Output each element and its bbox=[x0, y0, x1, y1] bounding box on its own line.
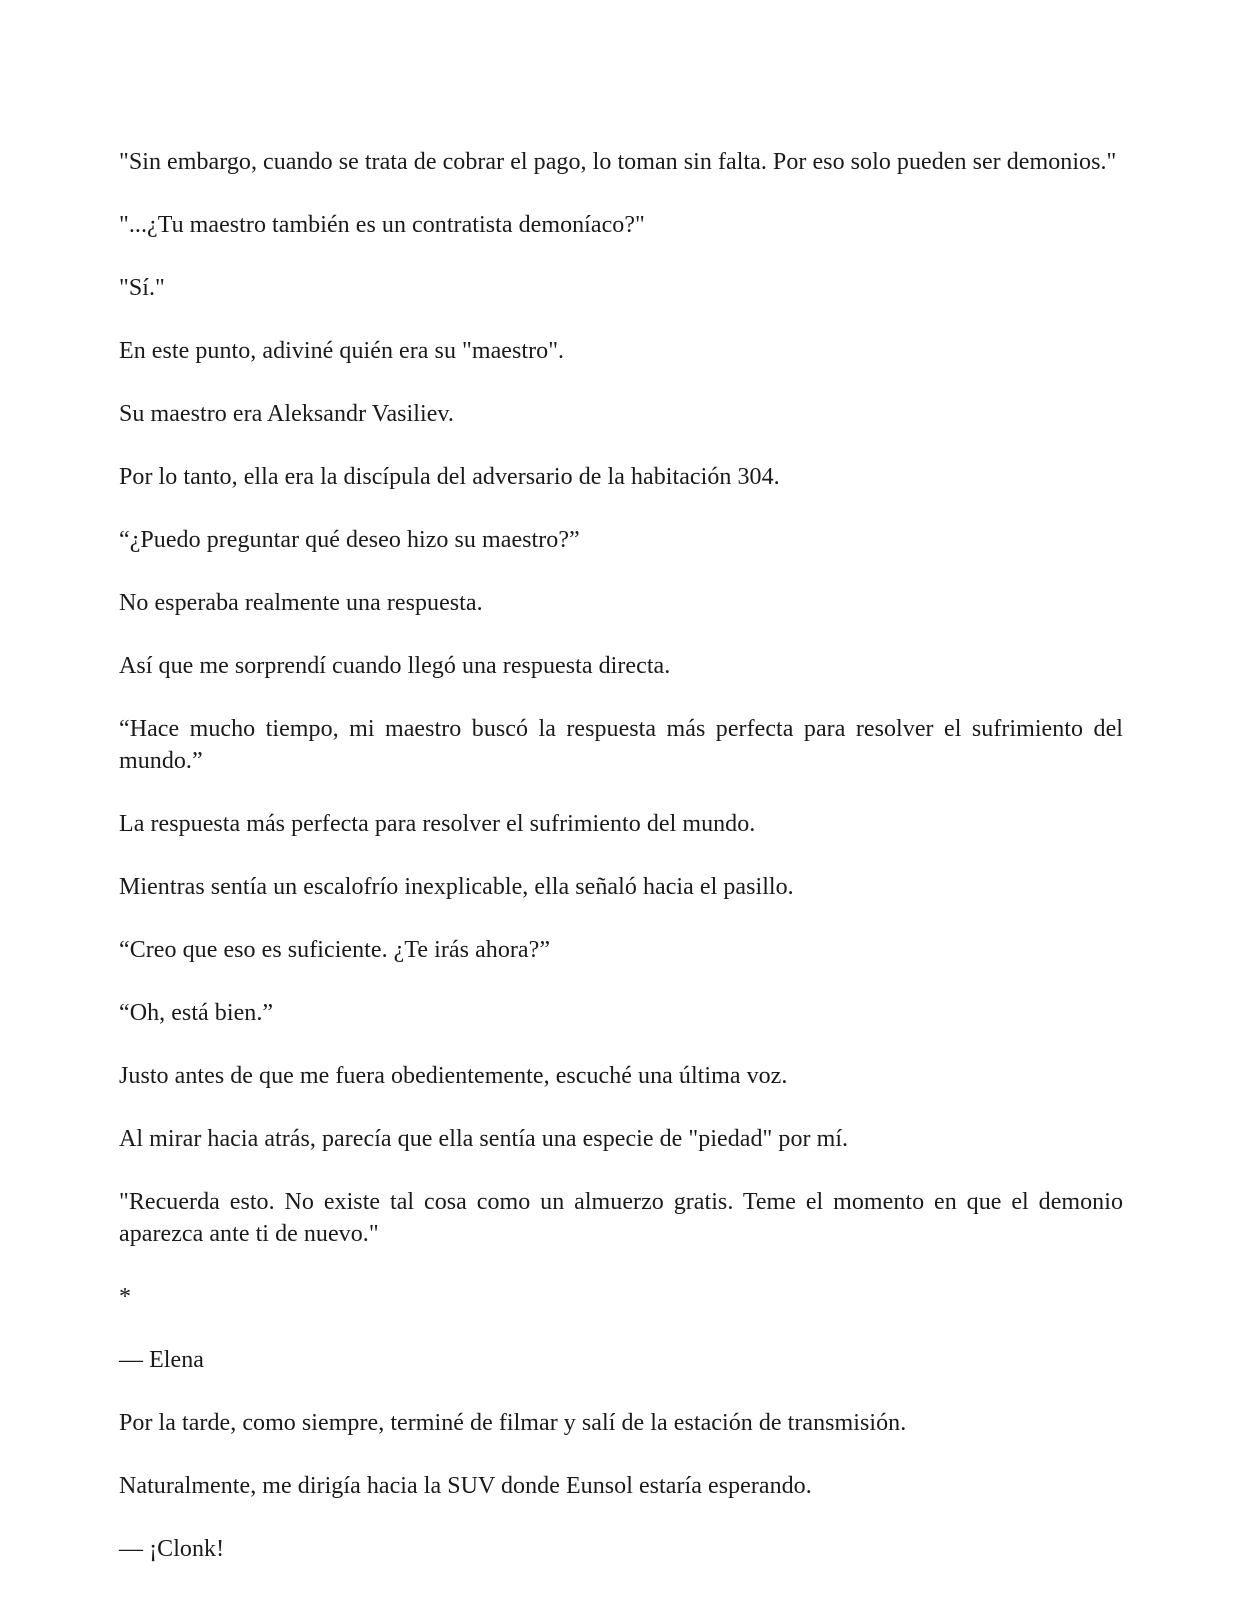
paragraph: Por lo tanto, ella era la discípula del adversario de la habitación 304. bbox=[119, 464, 780, 490]
paragraph: "Sí." bbox=[119, 275, 165, 301]
paragraph: En este punto, adiviné quién era su "maestro". bbox=[119, 338, 565, 364]
paragraph: "Sin embargo, cuando se trata de cobrar el pago, lo toman sin falta. Por eso solo pueden ser demonios." bbox=[119, 149, 1117, 175]
paragraph: Naturalmente, me dirigía hacia la SUV donde Eunsol estaría esperando. bbox=[119, 1473, 812, 1499]
paragraph: "...¿Tu maestro también es un contratista demoníaco?" bbox=[119, 212, 645, 238]
paragraph: Así que me sorprendí cuando llegó una respuesta directa. bbox=[119, 653, 671, 679]
pov-heading: — Elena bbox=[119, 1347, 204, 1373]
paragraph: — ¡Clonk! bbox=[119, 1536, 225, 1562]
paragraph: La respuesta más perfecta para resolver el sufrimiento del mundo. bbox=[119, 811, 756, 837]
paragraph: Por la tarde, como siempre, terminé de filmar y salí de la estación de transmisión. bbox=[119, 1410, 907, 1436]
paragraph: “Creo que eso es suficiente. ¿Te irás ahora?” bbox=[119, 937, 551, 963]
paragraph: No esperaba realmente una respuesta. bbox=[119, 590, 483, 616]
paragraph: "Recuerda esto. No existe tal cosa como un almuerzo gratis. Teme el momento en que el demonio aparezca ante ti de nuevo." bbox=[119, 1189, 1123, 1247]
document-page bbox=[119, 146, 1123, 1596]
paragraph: Mientras sentía un escalofrío inexplicable, ella señaló hacia el pasillo. bbox=[119, 874, 794, 900]
paragraph: “Hace mucho tiempo, mi maestro buscó la respuesta más perfecta para resolver el sufrimiento del mundo.” bbox=[119, 716, 1123, 774]
scene-break: * bbox=[119, 1284, 132, 1310]
paragraph: “¿Puedo preguntar qué deseo hizo su maestro?” bbox=[119, 527, 580, 553]
paragraph: Su maestro era Aleksandr Vasiliev. bbox=[119, 401, 454, 427]
paragraph: Justo antes de que me fuera obedientemente, escuché una última voz. bbox=[119, 1063, 788, 1089]
paragraph: Al mirar hacia atrás, parecía que ella sentía una especie de "piedad" por mí. bbox=[119, 1126, 849, 1152]
paragraph: “Oh, está bien.” bbox=[119, 1000, 274, 1026]
